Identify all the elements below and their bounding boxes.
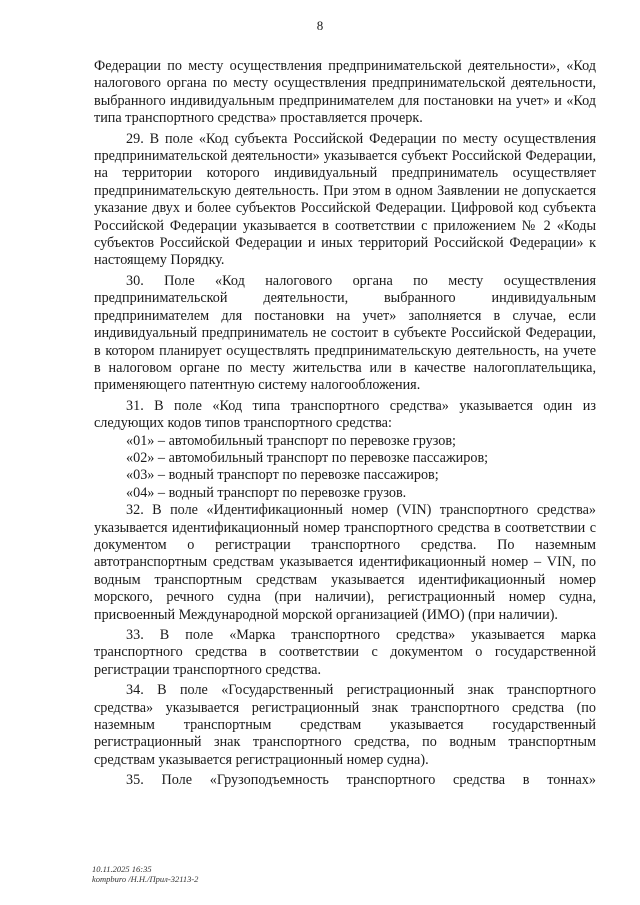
code-item-01: «01» – автомобильный транспорт по перевозке грузов;	[126, 432, 457, 449]
paragraph-28-continuation: Федерации по месту осуществления предпринимательской деятельности», «Код налогового органа по месту осуществления предпринимательской деятельности, выбранного индивидуальным предпринимателем для постановки на учет» и «Код типа транспортного средства» проставляется прочерк.	[94, 58, 596, 127]
footer-timestamp: 10.11.2025 16:35	[92, 864, 152, 874]
document-body	[94, 58, 596, 790]
paragraph-30: 30. Поле «Код налогового органа по месту осуществления предпринимательской деятельности, выбранного индивидуальным предпринимателем для постановки на учет» заполняется в случае, если индивидуальный предприниматель не состоит в субъекте Российской Федерации, в котором планирует осуществлять предпринимательскую деятельность, на учете в налоговом органе по месту жительства или в качестве налогоплательщика, применяющего патентную систему налогообложения.	[94, 272, 596, 394]
paragraph-29: 29. В поле «Код субъекта Российской Федерации по месту осуществления предпринимательской деятельности» указывается субъект Российской Федерации, на территории которого индивидуальный предприниматель осуществляет предпринимательскую деятельность. При этом в одном Заявлении не допускается указание двух и более субъектов Российской Федерации. Цифровой код субъекта Российской Федерации указывается в соответствии с приложением № 2 «Коды субъектов Российской Федерации и иных территорий Российской Федерации» к настоящему Порядку.	[94, 130, 596, 269]
code-item-03: «03» – водный транспорт по перевозке пассажиров;	[126, 467, 439, 484]
paragraph-31: 31. В поле «Код типа транспортного средства» указывается один из следующих кодов типов транспортного средства:	[94, 397, 596, 432]
page-number: 8	[316, 18, 324, 33]
paragraph-34: 34. В поле «Государственный регистрационный знак транспортного средства» указывается регистрационный знак транспортного средства (по наземным транспортным средствам указывается государственный регистрационный знак транспортного средства, по водным транспортным средствам указывается регистрационный номер судна).	[94, 682, 596, 768]
footer-file-id: kompburo /Н.Н./Прил-32113-2	[92, 874, 199, 884]
paragraph-32: 32. В поле «Идентификационный номер (VIN) транспортного средства» указывается идентификационный номер транспортного средства в соответствии с документом о регистрации транспортного средства. По наземным автотранспортным средствам указывается идентификационный номер – VIN, по водным транспортным средствам указывается идентификационный номер морского, речного судна (при наличии), регистрационный номер судна, присвоенный Международной морской организацией (ИМО) (при наличии).	[94, 502, 596, 623]
paragraph-35: 35. Поле «Грузоподъемность транспортного средства в тоннах»	[126, 772, 596, 789]
paragraph-33: 33. В поле «Марка транспортного средства» указывается марка транспортного средства в соответствии с документом о государственной регистрации транспортного средства.	[94, 627, 596, 678]
document-footer	[92, 864, 198, 884]
code-item-04: «04» – водный транспорт по перевозке грузов.	[126, 484, 407, 501]
code-item-02: «02» – автомобильный транспорт по перевозке пассажиров;	[126, 449, 489, 466]
